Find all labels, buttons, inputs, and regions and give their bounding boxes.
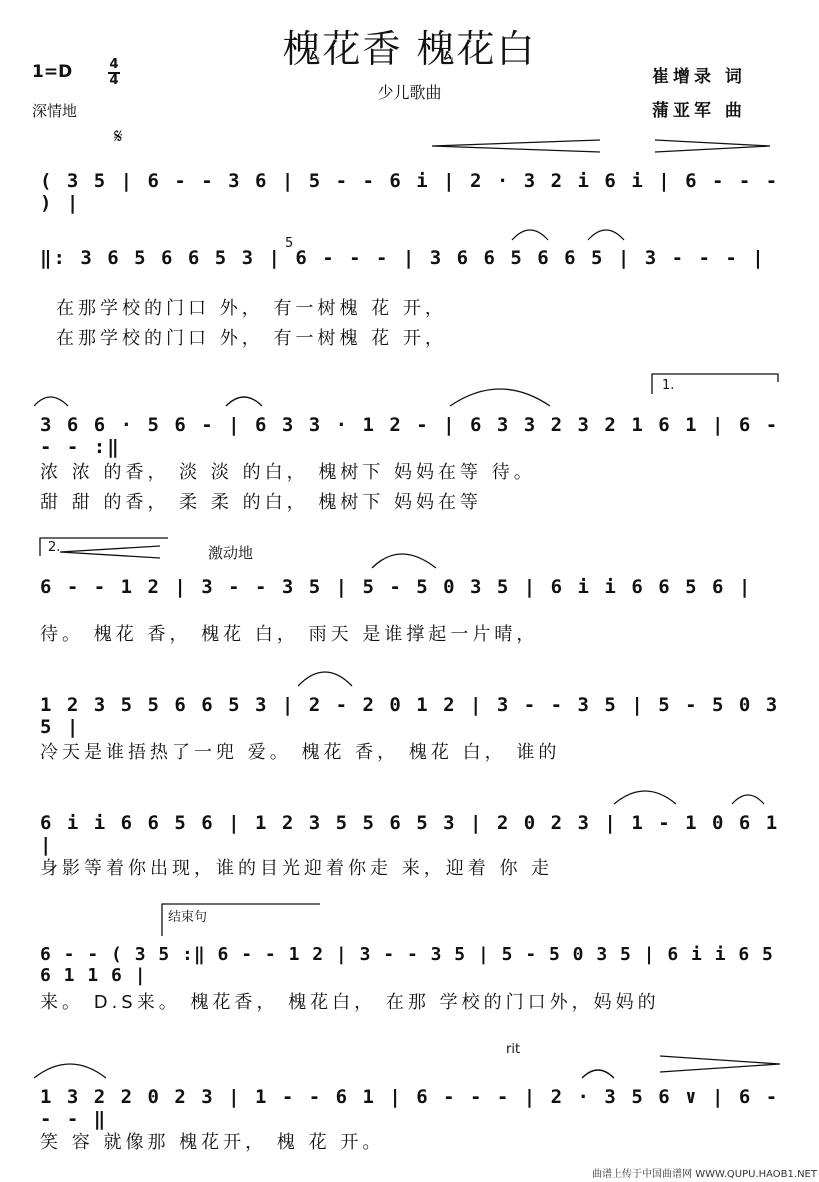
lyric-3-verse-1: 浓 浓 的香， 淡 淡 的白， 槐树下 妈妈在等 待。 [40, 462, 536, 483]
crescendo-hairpin [60, 546, 160, 558]
lyric-4: 待。 槐花 香， 槐花 白， 雨天 是谁撑起一片晴， [40, 624, 539, 645]
lyricist-credit: 崔增录 词 [652, 67, 746, 87]
slur [34, 1064, 106, 1078]
slur [34, 397, 68, 406]
volta-1-label: 1. [662, 378, 675, 393]
lyric-2-verse-1: 在那学校的门口 外， 有一树槐 花 开， [56, 298, 447, 319]
slur [450, 389, 550, 406]
slur [732, 795, 764, 804]
lyric-2-verse-2: 在那学校的门口 外， 有一树槐 花 开， [56, 328, 447, 349]
decrescendo-hairpin [660, 1056, 780, 1072]
slur [614, 791, 676, 804]
score-line-8: 1 3 2 2 0 2 3 | 1 - - 6 1 | 6 - - - | 2 · 3 5 6 ∨ | 6 - - - ‖ [40, 1086, 780, 1130]
slur [226, 397, 262, 406]
lyric-7: 来。 D.S来。 槐花香， 槐花白， 在那 学校的门口外，妈妈的 [40, 992, 660, 1013]
score-line-4: 6 - - 1 2 | 3 - - 3 5 | 5 - 5 0 3 5 | 6 i i 6 6 5 6 | [40, 576, 753, 598]
grace-note: 5 [285, 236, 294, 251]
ritardando-mark: rit [506, 1042, 521, 1057]
song-title: 槐花香 槐花白 [282, 27, 537, 71]
volta-2-label: 2. [48, 540, 61, 555]
segno-sign: 𝄋 [114, 124, 123, 148]
lyric-5: 冷天是谁捂热了一兜 爱。 槐花 香， 槐花 白， 谁的 [40, 742, 561, 763]
slur [512, 230, 548, 240]
lyric-3-verse-2: 甜 甜 的香， 柔 柔 的白， 槐树下 妈妈在等 [40, 492, 483, 513]
score-line-2: ‖: 3 6 5 6 6 5 3 | 6 - - - | 3 6 6 5 6 6 5 | 3 - - - | [40, 247, 766, 269]
crescendo-hairpin [432, 140, 600, 152]
ending-label: 结束句 [168, 910, 208, 925]
lyric-6: 身影等着你出现，谁的目光迎着你走 来，迎着 你 走 [40, 858, 554, 879]
score-line-6: 6 i i 6 6 5 6 | 1 2 3 5 5 6 5 3 | 2 0 2 3 | 1 - 1 0 6 1 | [40, 812, 780, 856]
time-signature-bottom: 4 [109, 73, 119, 88]
slur [372, 554, 436, 568]
score-line-1: ( 3 5 | 6 - - 3 6 | 5 - - 6 i | 2 · 3 2 i 6 i | 6 - - - ) | [40, 170, 780, 214]
song-subtitle: 少儿歌曲 [377, 83, 442, 102]
slur [582, 1070, 614, 1078]
slur [588, 230, 624, 240]
score-line-3: 3 6 6 · 5 6 - | 6 3 3 · 1 2 - | 6 3 3 2 3 2 1 6 1 | 6 - - - :‖ [40, 414, 780, 458]
time-signature-top: 4 [109, 57, 119, 72]
score-line-5: 1 2 3 5 5 6 6 5 3 | 2 - 2 0 1 2 | 3 - - 3 5 | 5 - 5 0 3 5 | [40, 694, 780, 738]
lyric-8: 笑 容 就像那 槐花开， 槐 花 开。 [40, 1132, 385, 1153]
key-signature: 1=D [32, 62, 73, 82]
volta-1-bracket [652, 374, 778, 394]
composer-credit: 蒲亚军 曲 [652, 101, 746, 121]
score-line-7: 6 - - ( 3 5 :‖ 6 - - 1 2 | 3 - - 3 5 | 5 - 5 0 3 5 | 6 i i 6 5 6 1 1 6 | [40, 944, 774, 986]
tempo-mood: 深情地 [32, 102, 78, 120]
slur [298, 672, 352, 686]
source-watermark: 曲谱上传于中国曲谱网 WWW.QUPU.HAOB1.NET [592, 1169, 817, 1180]
expression-excited: 激动地 [208, 544, 254, 562]
decrescendo-hairpin [655, 140, 770, 152]
ending-bracket [162, 904, 320, 936]
